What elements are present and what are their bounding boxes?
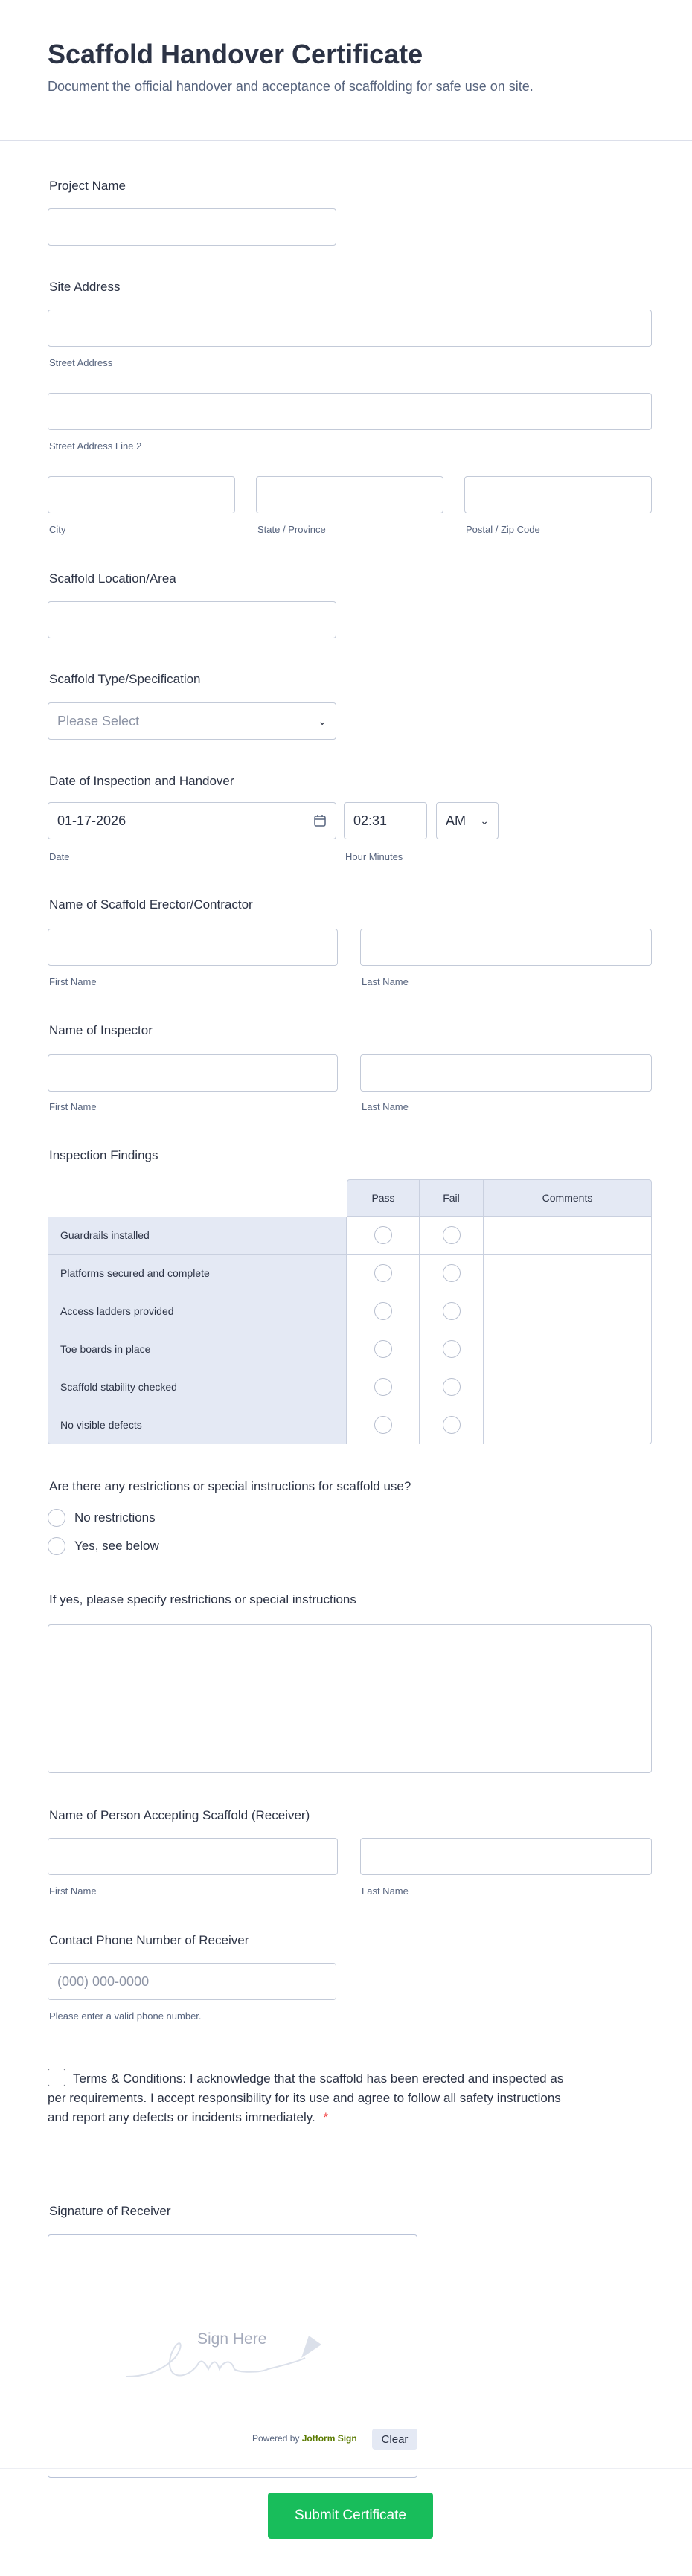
street-address-2-input[interactable] (48, 393, 652, 430)
type-select[interactable] (48, 702, 336, 740)
date-input[interactable] (48, 802, 336, 839)
fail-cell (420, 1406, 484, 1444)
matrix-row-label: Platforms secured and complete (48, 1255, 347, 1292)
powered-by-text: Powered by (252, 2433, 300, 2444)
state-input[interactable] (256, 476, 443, 513)
fail-cell (420, 1292, 484, 1330)
fail-radio[interactable] (443, 1378, 461, 1396)
fail-cell (420, 1217, 484, 1255)
matrix-row-label: Toe boards in place (48, 1330, 347, 1368)
divider (0, 2468, 692, 2469)
pass-radio[interactable] (374, 1340, 392, 1358)
comments-cell[interactable] (484, 1330, 652, 1368)
project-name-label: Project Name (49, 179, 126, 193)
pass-cell (347, 1292, 420, 1330)
matrix-row (48, 1255, 652, 1292)
fail-cell (420, 1368, 484, 1406)
pass-radio[interactable] (374, 1264, 392, 1282)
site-address-label: Site Address (49, 280, 121, 294)
findings-label: Inspection Findings (49, 1148, 158, 1162)
ampm-select[interactable] (436, 802, 499, 839)
zip-input[interactable] (464, 476, 652, 513)
matrix-row-label: Access ladders provided (48, 1292, 347, 1330)
city-sublabel: City (49, 524, 66, 535)
specify-textarea[interactable] (48, 1624, 652, 1773)
fail-cell (420, 1255, 484, 1292)
last-name-sublabel: Last Name (362, 1101, 409, 1112)
fail-radio[interactable] (443, 1264, 461, 1282)
fail-radio[interactable] (443, 1416, 461, 1434)
calendar-icon[interactable] (313, 814, 327, 827)
time-value: 02:31 (353, 813, 388, 828)
receiver-label: Name of Person Accepting Scaffold (Receiver) (49, 1808, 310, 1822)
powered-by (252, 2433, 357, 2444)
matrix-row (48, 1292, 652, 1330)
chevron-down-icon: ⌄ (480, 814, 489, 827)
matrix-row (48, 1217, 652, 1255)
signature-pad[interactable] (48, 2234, 417, 2478)
project-name-input[interactable] (48, 208, 336, 246)
terms-checkbox-row (48, 2069, 583, 2127)
page-subtitle: Document the official handover and acceptance of scaffolding for safe use on site. (48, 79, 534, 94)
street-address-input[interactable] (48, 310, 652, 347)
divider (0, 140, 692, 141)
matrix-row (48, 1330, 652, 1368)
matrix-row-label: No visible defects (48, 1406, 347, 1444)
type-label: Scaffold Type/Specification (49, 672, 201, 686)
chevron-down-icon: ⌄ (318, 714, 327, 727)
inspector-first-name-input[interactable] (48, 1054, 338, 1092)
inspection-findings-matrix (48, 1179, 652, 1444)
receiver-first-name-input[interactable] (48, 1838, 338, 1875)
erector-first-name-input[interactable] (48, 929, 338, 966)
radio-yes-see-below[interactable] (48, 1537, 159, 1555)
last-name-sublabel: Last Name (362, 976, 409, 987)
restrictions-label: Are there any restrictions or special instructions for scaffold use? (49, 1479, 411, 1493)
inspector-label: Name of Inspector (49, 1023, 153, 1037)
radio-no-restrictions[interactable] (48, 1509, 156, 1527)
phone-label: Contact Phone Number of Receiver (49, 1933, 249, 1947)
type-select-placeholder: Please Select (57, 713, 140, 728)
sign-here-placeholder: Sign Here (197, 2330, 267, 2348)
inspector-last-name-input[interactable] (360, 1054, 652, 1092)
comments-cell[interactable] (484, 1255, 652, 1292)
submit-button[interactable]: Submit Certificate (268, 2493, 433, 2539)
first-name-sublabel: First Name (49, 976, 97, 987)
radio-label: No restrictions (74, 1510, 156, 1525)
matrix-row-label: Guardrails installed (48, 1217, 347, 1255)
matrix-corner (48, 1179, 347, 1217)
first-name-sublabel: First Name (49, 1101, 97, 1112)
zip-sublabel: Postal / Zip Code (466, 524, 540, 535)
pass-cell (347, 1217, 420, 1255)
comments-cell[interactable] (484, 1217, 652, 1255)
pass-cell (347, 1255, 420, 1292)
fail-radio[interactable] (443, 1226, 461, 1244)
date-label: Date of Inspection and Handover (49, 774, 234, 788)
pass-radio[interactable] (374, 1416, 392, 1434)
required-asterisk: * (323, 2110, 329, 2124)
pass-radio[interactable] (374, 1378, 392, 1396)
comments-cell[interactable] (484, 1292, 652, 1330)
comments-cell[interactable] (484, 1368, 652, 1406)
phone-hint: Please enter a valid phone number. (49, 2011, 202, 2022)
erector-label: Name of Scaffold Erector/Contractor (49, 897, 253, 911)
column-header-comments: Comments (484, 1179, 652, 1217)
fail-radio[interactable] (443, 1340, 461, 1358)
location-label: Scaffold Location/Area (49, 571, 176, 586)
jotform-sign-brand[interactable]: Jotform Sign (301, 2433, 357, 2444)
phone-input[interactable] (48, 1963, 336, 2000)
first-name-sublabel: First Name (49, 1885, 97, 1897)
signature-label: Signature of Receiver (49, 2204, 171, 2218)
pass-radio[interactable] (374, 1302, 392, 1320)
column-header-pass: Pass (347, 1179, 420, 1217)
time-input[interactable] (344, 802, 427, 839)
date-sublabel: Date (49, 851, 70, 862)
receiver-last-name-input[interactable] (360, 1838, 652, 1875)
location-input[interactable] (48, 601, 336, 638)
comments-cell[interactable] (484, 1406, 652, 1444)
state-sublabel: State / Province (257, 524, 326, 535)
ampm-value: AM (446, 813, 466, 828)
radio-label: Yes, see below (74, 1539, 159, 1553)
matrix-row (48, 1406, 652, 1444)
phone-placeholder: (000) 000-0000 (57, 1973, 150, 1989)
city-input[interactable] (48, 476, 235, 513)
matrix-row-label: Scaffold stability checked (48, 1368, 347, 1406)
pass-cell (347, 1406, 420, 1444)
pass-cell (347, 1330, 420, 1368)
fail-radio[interactable] (443, 1302, 461, 1320)
time-sublabel: Hour Minutes (345, 851, 403, 862)
specify-label: If yes, please specify restrictions or special instructions (49, 1592, 356, 1606)
terms-checkbox[interactable] (48, 2069, 65, 2086)
clear-signature-button[interactable]: Clear (372, 2429, 417, 2450)
radio-circle[interactable] (48, 1509, 65, 1527)
matrix-row (48, 1368, 652, 1406)
last-name-sublabel: Last Name (362, 1885, 409, 1897)
radio-circle[interactable] (48, 1537, 65, 1555)
fail-cell (420, 1330, 484, 1368)
pass-cell (347, 1368, 420, 1406)
erector-last-name-input[interactable] (360, 929, 652, 966)
signature-scribble-icon (126, 2328, 342, 2388)
date-value: 01-17-2026 (57, 813, 126, 828)
street-address-sublabel: Street Address (49, 357, 113, 368)
page-title: Scaffold Handover Certificate (48, 39, 423, 69)
pass-radio[interactable] (374, 1226, 392, 1244)
terms-text: Terms & Conditions: I acknowledge that the scaffold has been erected and inspected as per requirements. I accept responsibility for its use and agree to follow all safety instructions and report any defects or incidents immediately. (48, 2072, 564, 2124)
street-address-2-sublabel: Street Address Line 2 (49, 440, 142, 452)
column-header-fail: Fail (420, 1179, 484, 1217)
